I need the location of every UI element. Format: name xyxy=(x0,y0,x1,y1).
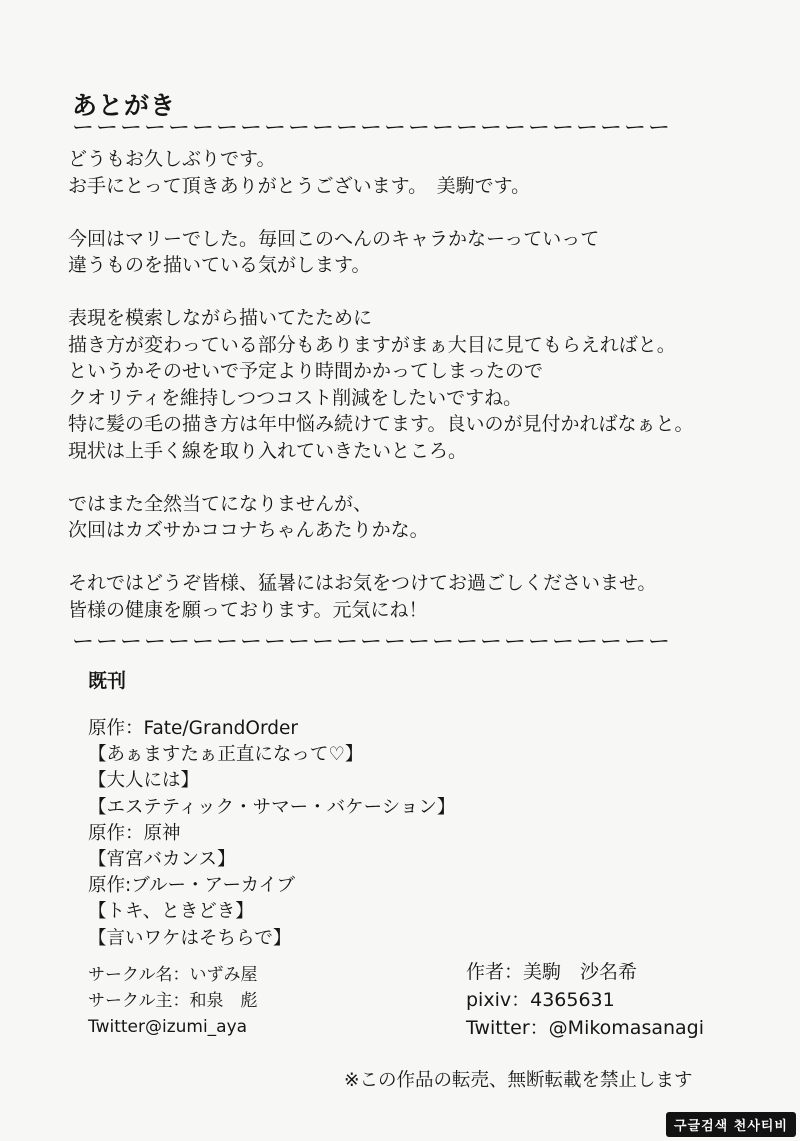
page-title: あとがき xyxy=(72,91,177,120)
divider-bottom: ーーーーーーーーーーーーーーーーーーーーーーーーー xyxy=(72,630,673,655)
text-line: 表現を模索しながら描いてたために xyxy=(68,307,373,329)
text-line: 描き方が変わっている部分もありますがまぁ大目に見てもらえればと。 xyxy=(68,333,676,356)
author-twitter: Twitter：@Mikomasanagi xyxy=(466,1017,705,1039)
list-item: 【トキ、ときどき】 xyxy=(88,901,254,923)
author-pixiv: pixiv：4365631 xyxy=(466,989,615,1011)
list-item: 【大人には】 xyxy=(88,770,200,792)
text-line: クオリティを維持しつつコスト削減をしたいですね。 xyxy=(68,386,523,409)
author-name: 作者：美駒 沙名希 xyxy=(466,961,638,983)
text-line: ではまた全然当てになりませんが、 xyxy=(68,492,373,515)
list-item: 【宵宮バカンス】 xyxy=(88,849,236,871)
text-line: それではどうぞ皆様、猛暑にはお気をつけてお過ごしくださいませ。 xyxy=(68,572,657,594)
list-item: 原作:ブルー・アーカイブ xyxy=(88,875,295,897)
resale-notice: ※この作品の転売、無断転載を禁止します xyxy=(344,1070,693,1091)
divider-top: ーーーーーーーーーーーーーーーーーーーーーーーーー xyxy=(72,116,673,141)
paragraph-drawing xyxy=(68,305,780,464)
circle-name: サークル名：いずみ屋 xyxy=(88,965,258,985)
paragraph-greeting xyxy=(68,146,780,199)
text-line: というかそのせいで予定より時間かかってしまったので xyxy=(68,360,544,382)
paragraph-closing xyxy=(68,570,780,623)
text-line: 特に髪の毛の描き方は年中悩み続けてます。良いのが見付かればなぁと。 xyxy=(68,413,694,435)
text-line: 次回はカズサかココナちゃんあたりかな。 xyxy=(68,519,429,541)
paragraph-character xyxy=(68,226,780,279)
circle-twitter: Twitter@izumi_aya xyxy=(88,1017,248,1037)
text-line: どうもお久しぶりです。 xyxy=(68,148,276,170)
previous-works-heading: 既刊 xyxy=(88,670,127,692)
text-line: 現状は上手く線を取り入れていきたいところ。 xyxy=(68,439,468,462)
list-item: 【エステティック・サマー・バケーション】 xyxy=(88,796,456,818)
list-item: 原作：Fate/GrandOrder xyxy=(88,718,298,739)
text-line: お手にとって頂きありがとうございます。 美駒です。 xyxy=(68,174,531,197)
list-item: 原作：原神 xyxy=(88,822,181,844)
text-line: 違うものを描いている気がします。 xyxy=(68,254,371,276)
author-info xyxy=(466,958,786,1042)
list-item: 【あぁますたぁ正直になって♡】 xyxy=(88,744,364,766)
afterword-body xyxy=(68,146,780,650)
list-item: 【言いワケはそちらで】 xyxy=(88,927,292,949)
previous-works-list xyxy=(88,716,588,952)
circle-info xyxy=(88,962,418,1040)
paragraph-next xyxy=(68,491,780,544)
text-line: 今回はマリーでした。毎回このへんのキャラかなーっていって xyxy=(68,227,600,250)
circle-owner: サークル主：和泉 彪 xyxy=(88,991,258,1011)
watermark-badge: 구글검색 천사티비 xyxy=(666,1112,796,1137)
text-line: 皆様の健康を願っております。元気にね！ xyxy=(68,598,428,621)
